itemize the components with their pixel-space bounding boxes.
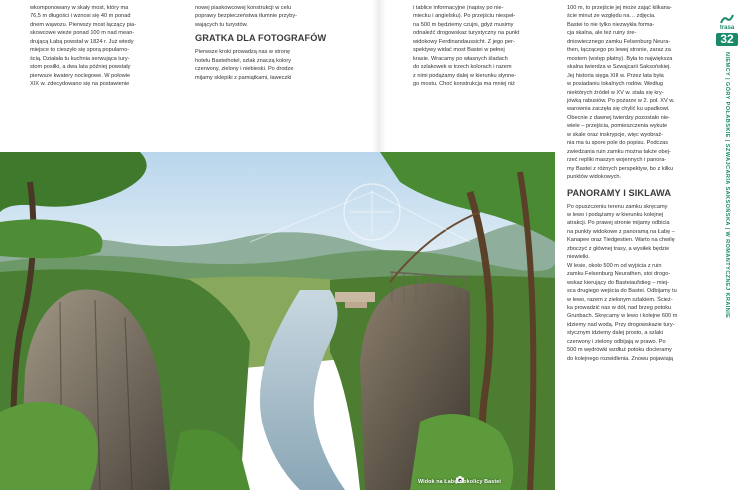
text-line: skowcowe wieże ponad 100 m nad mean- (30, 30, 135, 37)
text-block (567, 203, 705, 364)
trail-icon (720, 14, 734, 24)
text-line: na punkty widokowe z panoramą na Łabę – (567, 228, 675, 235)
section-heading: PANORAMY I SIKLAWA (567, 187, 672, 198)
text-line: my Bastei z różnych perspektyw, bo z kilku (567, 165, 674, 172)
text-line: miejsce to cieszyło się sporą popularno- (30, 47, 130, 54)
text-line: cja skalna, ale też ruiny śre- (567, 30, 637, 37)
running-head: NIEMCY | GÓRY POŁABSKIE | SZWAJCARIA SAKSOŃSKA | W ROMANTYCZNEJ KRAINIE (717, 52, 737, 357)
text-line: nia ma tu spore pole do popisu. Podczas (567, 140, 669, 147)
text-line: punktów widokowych. (567, 174, 622, 181)
text-line: jówką rabusiów. Po pożarze w 2. poł. XV w. (567, 97, 675, 104)
text-line: czerwony i zielony odbijają w prawo. Po (567, 338, 666, 345)
text-line: ście minut ze względu na… zdjęcia. (567, 13, 656, 20)
text-line: w lewo i podążamy w kierunku kolejnej (567, 211, 664, 218)
text-line: stom posiłki, a dwa lata później powstały (30, 64, 131, 71)
text-column-2 (195, 4, 331, 82)
text-line: mijamy sklepiki z pamiątkami, ławeczki (195, 74, 292, 81)
text-line: Bastei to nie tylko niezwykła forma- (567, 21, 655, 28)
text-line: 100 m, to przejście jej może zająć kilkana- (567, 5, 672, 11)
text-line: na 500 m będziemy czujni, gdyż musimy (413, 21, 514, 28)
text-column-1 (30, 4, 188, 89)
text-line: i tablice informacyjne (napisy po nie- (413, 5, 504, 11)
text-line: zwiedzania ruin zamku można także obej- (567, 148, 671, 155)
text-column-3 (413, 4, 550, 89)
text-line: drującą Łabą powstał w 1824 r. Już wtedy (30, 38, 134, 45)
text-line: XIX w. zdecydowano się na postawienie (30, 81, 130, 88)
text-line: w skale oraz inskrypcje, więc wyobraź- (567, 131, 664, 138)
text-block (195, 48, 331, 82)
text-line: wających tu turystów. (195, 21, 248, 28)
text-line: wskaz kierujący do Basteiaufstieg – miej- (567, 279, 669, 286)
text-line: Obecnie z dawnej twierdzy pozostało nie- (567, 114, 670, 121)
text-line: rzeć repliki maszyn wojennych i panora- (567, 157, 667, 164)
text-line: wkomponowany w skały most, który ma (30, 5, 129, 11)
text-line: then, łączącego po lewej stronie, zaraz za (567, 47, 671, 54)
text-line: go mostu. Choć konstrukcja ma mniej niż (413, 81, 515, 88)
text-line: sca drugiego wejścia do Bastei. Odbijamy tu (567, 288, 677, 295)
text-line: stycznym idziemy dalej prosto, a szlaki (567, 330, 664, 337)
text-line: warownia zaczęła się chylić ku upadkowi. (567, 106, 670, 113)
text-line: mostem (wstęp płatny). Była to największa (567, 55, 673, 62)
text-line: W lesie, około 500 m od wyjścia z ruin (567, 262, 662, 269)
text-line: Kanapee oraz Tiedgestien. Warto na chwilę (567, 237, 675, 244)
text-line: hotelu Basteihotel, szlak znaczą kolory (195, 57, 292, 64)
page-badge (712, 14, 742, 46)
text-line: niektórych źródeł w XV w. stała się kry- (567, 89, 664, 96)
text-line: ka prowadzić nas w dół, nad brzeg potoku (567, 304, 672, 311)
text-line: skalna twierdza w Szwajcarii Saksońskiej. (567, 64, 671, 71)
text-line: spektywy widać most Bastei w pełnej (413, 47, 505, 54)
text-line: do kolejnego rozwidlenia. Znowu pojawiają (567, 355, 674, 362)
section-label: trasa (719, 25, 735, 31)
text-line: poprawy bezpieczeństwa tłumnie przyby- (195, 13, 297, 20)
section-heading: GRATKA DLA FOTOGRAFÓW (195, 33, 327, 44)
text-line: dnem wąwozu. Pierwszy most łączący pia- (30, 21, 137, 28)
text-line: dniowiecznego zamku Felsenburg Neura- (567, 38, 671, 45)
page-number: 32 (716, 33, 738, 46)
camera-icon (456, 470, 464, 477)
text-line: zboczyć z głównej trasy, a wysiłek będzie (567, 245, 670, 252)
text-block (195, 4, 331, 29)
text-line: krasie. Wracamy po własnych śladach (413, 55, 508, 62)
text-line: 500 m wędrówki wzdłuż potoku docieramy (567, 347, 672, 354)
text-line: wiele – przejścia, pomieszczenia wykute (567, 123, 668, 130)
text-line: ścią. Działała tu kuchnia serwująca tury- (30, 55, 130, 62)
text-line: 76,5 m długości i wznosi się 40 m ponad (30, 13, 131, 20)
text-line: w lewo, razem z zielonym szlakiem. Ścież- (567, 296, 673, 303)
landscape-photo (0, 152, 555, 490)
text-line: Grunbach. Skręcamy w lewo i kolejne 600 m (567, 313, 678, 320)
text-line: czerwony, zielony i niebieski. Po drodze (195, 66, 294, 73)
text-line: idziemy nad wodą. Przy drogowskazie tury- (567, 321, 675, 328)
text-line: do szlakowek w trzech kolorach i razem (413, 64, 512, 71)
text-line: w posiadaniu lokalnych rodów. Według (567, 81, 663, 88)
text-line: Pierwsze kroki prowadzą nas w stronę (195, 49, 291, 56)
photo-caption: Widok na Łabę z okolicy Bastei (418, 479, 501, 485)
text-block (567, 4, 705, 182)
text-line: Jej historia sięga XIII w. Przez lata była (567, 72, 664, 79)
text-line: Po opuszczeniu terenu zamku skręcamy (567, 203, 668, 210)
text-line: zamku Felsenburg Neurathen, stoi drogo- (567, 271, 671, 278)
text-line: miecku i angielsku). Po przejściu niespeł- (413, 13, 516, 20)
text-line: atrakcji. Po prawej stronie mijamy odbicia (567, 220, 670, 227)
text-line: odnaleźć drogowskaz turystyczny na punkt (413, 30, 520, 37)
page-gutter-shadow (372, 0, 386, 152)
text-line: pierwsze kwatery noclegowe. W połowie (30, 72, 131, 79)
text-line: z nimi podążamy dalej w kierunku słynne- (413, 72, 517, 79)
text-column-4 (567, 4, 705, 490)
text-line: widokowy Ferdinandaussicht. Z jego per- (413, 38, 515, 45)
text-line: niewielki. (567, 254, 590, 261)
text-line: nowej piaskowcowej konstrukcji w celu (195, 5, 292, 11)
